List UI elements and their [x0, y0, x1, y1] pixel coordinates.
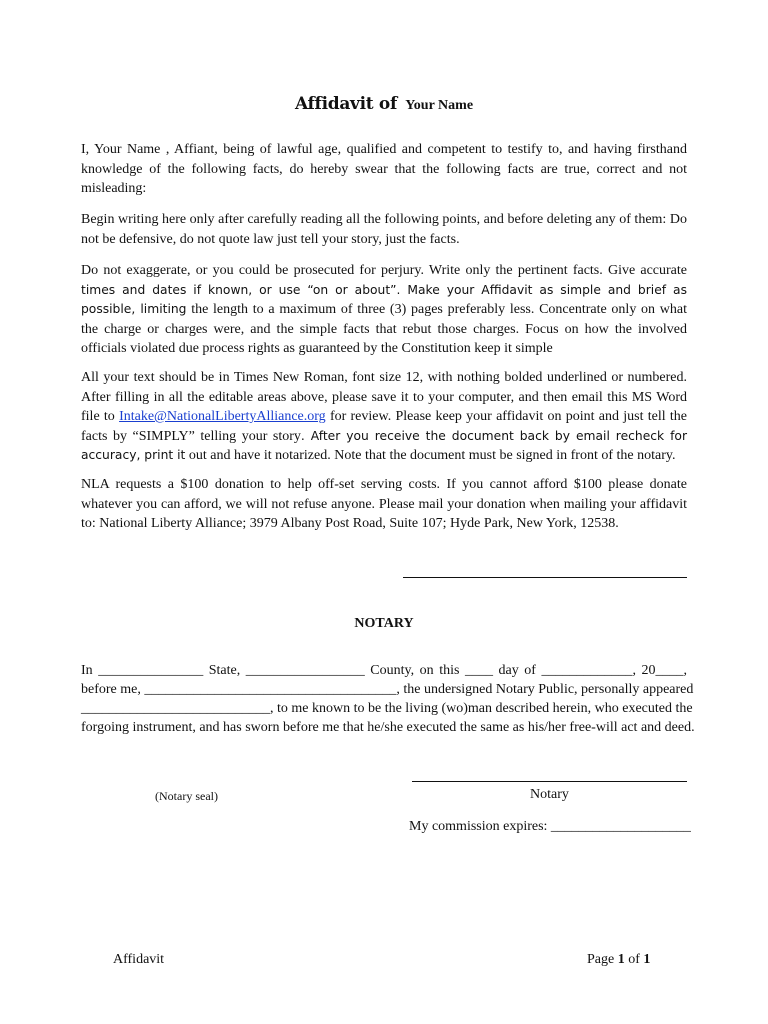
document-title [81, 94, 687, 114]
page-total: 1 [643, 952, 651, 967]
page-current: 1 [617, 952, 625, 967]
commission-expires: My commission expires: ____________________ [409, 819, 691, 834]
instructions-3-part4: out and have it notarized. Note that the document must be signed in front of the notary. [185, 448, 676, 463]
intro-paragraph: I, Your Name , Affiant, being of lawful age, qualified and competent to testify to, and having firsthand knowledge of the following facts, do hereby swear that the following facts are true, correct and not misleading: [81, 142, 687, 196]
notary-signature-label: Notary [530, 787, 569, 802]
instructions-3-part1: All your text should be in Times New Roman, font size 12, with nothing bolded underlined or numbered. After filling in all the editable areas above, please save it to your computer, and then email this MS Word file to [81, 370, 687, 424]
affidavit-page [81, 0, 695, 1024]
notary-signature-line [412, 781, 687, 782]
notary-seal-label: (Notary seal) [155, 789, 218, 803]
intake-email-link[interactable]: Intake@NationalLibertyAlliance.org [119, 409, 326, 424]
instructions-paragraph-1: Begin writing here only after carefully reading all the following points, and before deleting any of them: Do not be defensive, do not quote law just tell your story, just the facts. [81, 212, 687, 247]
notary-heading: NOTARY [354, 616, 414, 631]
page-number [587, 952, 650, 968]
notary-line-3: ___________________________, to me known to be the living (wo)man described herein, who executed the [81, 701, 693, 716]
page-word: Page [587, 952, 615, 967]
instructions-paragraph-3 [81, 368, 687, 466]
notary-line-2: before me, ____________________________________, the undersigned Notary Public, personally appeared [81, 682, 694, 697]
affiant-signature-line [403, 577, 687, 578]
title-name: Your Name [405, 98, 474, 113]
instructions-2-part2: times and dates if known, or use “on or about”. Make your Affidavit as simple and brief as possible, limiting [81, 282, 687, 316]
of-word: of [628, 952, 640, 967]
instructions-2-part3: the length to a maximum of three (3) pages preferably less. Concentrate only on what the charge or charges were, and the simple facts that rebut those charges. Focus on how the involved officials violated due process rights as guaranteed by the Constitution keep it simple [81, 302, 687, 356]
instructions-3-part2: for review. Please keep your affidavit on point and just tell the facts by “SIMPLY” telling your story [81, 409, 687, 444]
donation-paragraph: NLA requests a $100 donation to help off-set serving costs. If you cannot afford $100 please donate whatever you can afford, we will not refuse anyone. Please mail your donation when mailing your affidavit to: National Liberty Alliance; 3979 Albany Post Road, Suite 107; Hyde Park, New York, 12538. [81, 477, 687, 531]
footer-left: Affidavit [113, 952, 165, 967]
instructions-paragraph-2 [81, 261, 687, 359]
notary-line-4: forgoing instrument, and has sworn before me that he/she executed the same as his/her free-will act and deed. [81, 720, 695, 735]
instructions-3-part3: . After you receive the document back by email recheck for accuracy, print it [81, 428, 687, 462]
instructions-2-part1: Do not exaggerate, or you could be prosecuted for perjury. Write only the pertinent facts. Give accurate [81, 263, 687, 278]
notary-line-1: In _______________ State, _________________ County, on this ____ day of _____________, 20____, [81, 663, 687, 678]
title-prefix: Affidavit of [294, 94, 397, 114]
